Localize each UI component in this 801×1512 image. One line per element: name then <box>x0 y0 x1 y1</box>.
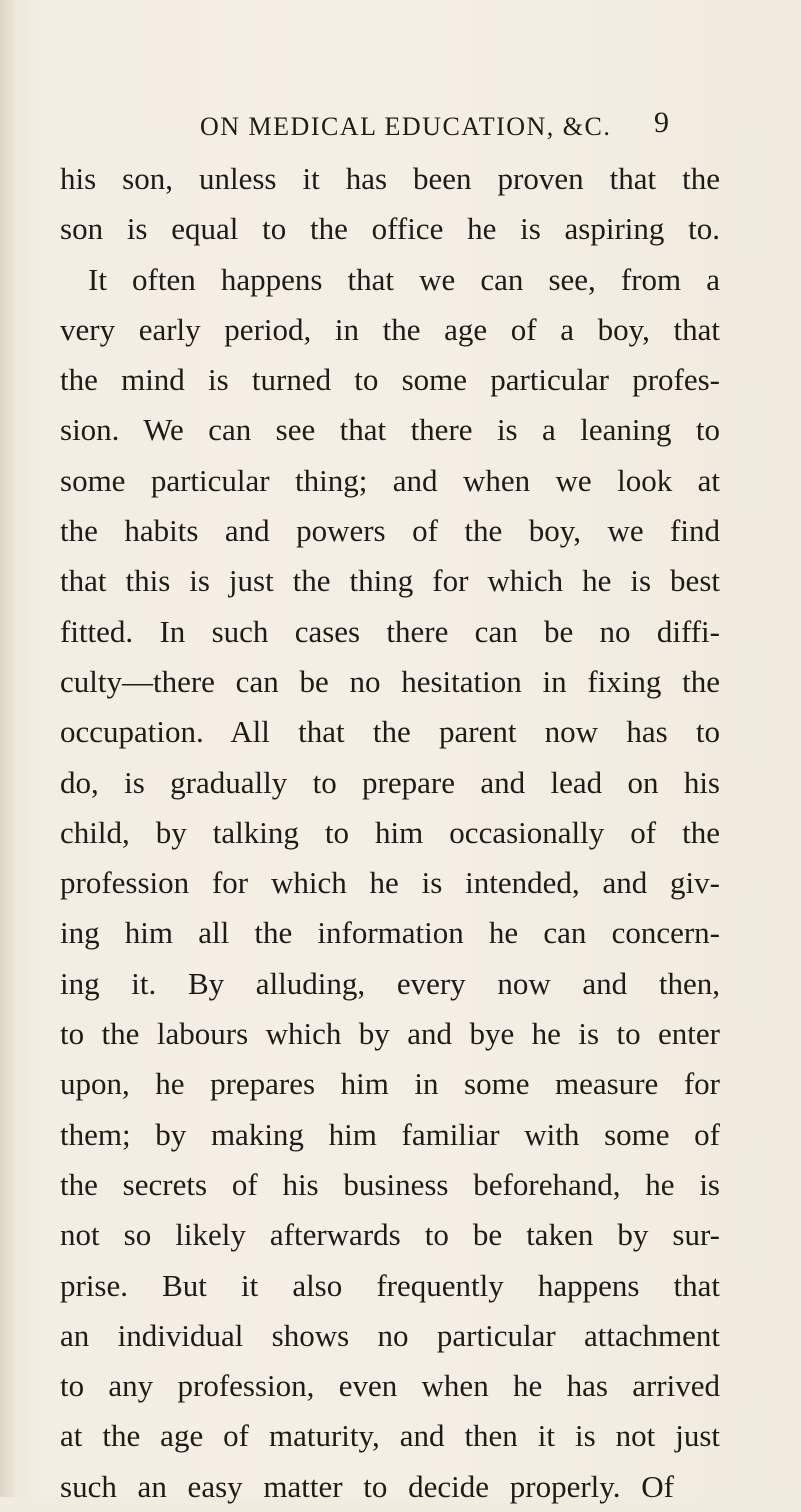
text-line: occupation. All that the parent now has to <box>60 714 720 750</box>
page-gutter-shadow <box>0 0 14 1497</box>
text-line: do, is gradually to prepare and lead on his <box>60 764 720 800</box>
text-line: that this is just the thing for which he is best <box>60 563 720 599</box>
text-line: the secrets of his business beforehand, he is <box>60 1166 720 1202</box>
text-line: to any profession, even when he has arrived <box>60 1368 720 1404</box>
text-line: prise. But it also frequently happens that <box>60 1267 720 1303</box>
text-line: ing it. By alluding, every now and then, <box>60 965 720 1001</box>
body-text <box>60 154 720 1512</box>
text-line: culty—there can be no hesitation in fixing the <box>60 663 720 699</box>
text-line: It often happens that we can see, from a <box>88 261 720 297</box>
text-line: profession for which he is intended, and giv- <box>60 865 720 901</box>
text-line: fitted. In such cases there can be no diffi- <box>60 613 720 649</box>
text-line: such an easy matter to decide properly. Of <box>60 1468 674 1504</box>
text-line: an individual shows no particular attachment <box>60 1317 720 1353</box>
text-line: very early period, in the age of a boy, that <box>60 311 720 347</box>
running-head-title: ON MEDICAL EDUCATION, &C. <box>200 112 612 141</box>
text-line: upon, he prepares him in some measure for <box>60 1066 720 1102</box>
text-line: his son, unless it has been proven that the <box>60 161 720 196</box>
running-head <box>0 106 801 152</box>
text-line: some particular thing; and when we look at <box>60 462 720 498</box>
text-line: not so likely afterwards to be taken by sur- <box>60 1217 720 1253</box>
text-line: at the age of maturity, and then it is not just <box>60 1418 720 1454</box>
page-number: 9 <box>654 106 669 139</box>
text-line: the mind is turned to some particular profes- <box>60 362 720 398</box>
text-line: the habits and powers of the boy, we find <box>60 513 720 549</box>
text-line: them; by making him familiar with some of <box>60 1116 720 1152</box>
text-line: son is equal to the office he is aspiring to. <box>60 211 720 247</box>
text-line: sion. We can see that there is a leaning to <box>60 412 720 448</box>
text-line: ing him all the information he can concern- <box>60 915 720 951</box>
text-line: to the labours which by and bye he is to enter <box>60 1016 720 1052</box>
text-line: child, by talking to him occasionally of the <box>60 814 720 850</box>
